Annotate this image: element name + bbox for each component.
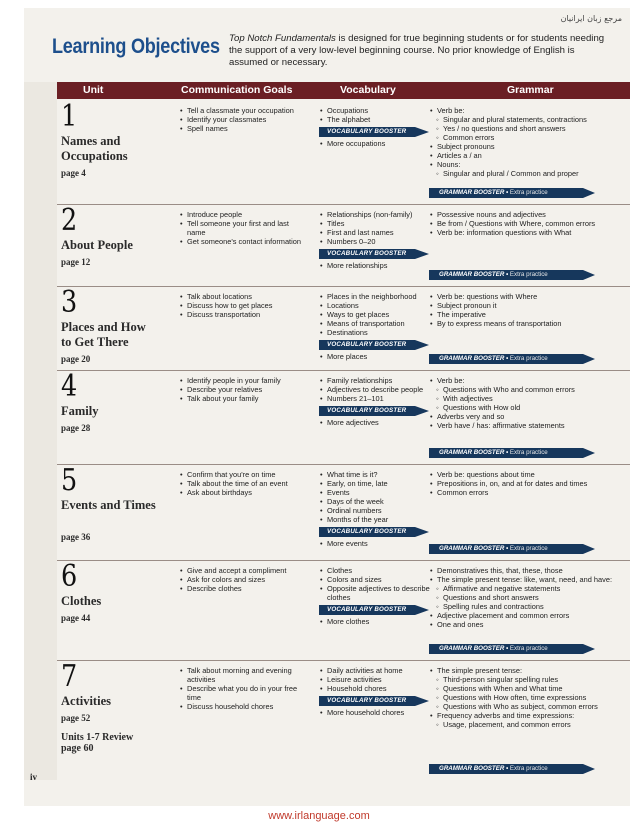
unit-row-1 xyxy=(57,100,630,205)
vocabulary xyxy=(319,470,437,548)
grammar xyxy=(429,666,625,729)
communication-goals xyxy=(179,210,307,246)
booster-list xyxy=(319,418,437,427)
grammar-list xyxy=(429,666,625,729)
unit-name: Events and Times xyxy=(61,498,156,512)
vocab-item: • Means of transportation xyxy=(319,319,437,328)
goal-item: • Identify your classmates xyxy=(179,115,307,124)
vocab-item: • What time is it? xyxy=(319,470,437,479)
grammar-item: • Verb be: xyxy=(429,106,625,115)
unit-number: 4 xyxy=(61,369,78,404)
booster-list xyxy=(319,617,437,626)
goal-list xyxy=(179,470,307,497)
booster-item: • More relationships xyxy=(319,261,437,270)
bullet-sep: • xyxy=(504,189,510,196)
goal-list xyxy=(179,292,307,319)
unit-name: Clothes xyxy=(61,594,102,608)
vocab-item: • Ordinal numbers xyxy=(319,506,437,515)
grammar-list xyxy=(429,292,625,328)
col-unit: Unit xyxy=(83,84,104,96)
vocab-list xyxy=(319,376,437,403)
unit-page: page 44 xyxy=(61,613,91,623)
vocabulary xyxy=(319,210,437,270)
table-header xyxy=(57,82,630,99)
col-goals: Communication Goals xyxy=(181,84,293,96)
extra-practice-label: Extra practice xyxy=(509,449,548,456)
grammar-item: ◦ Common errors xyxy=(429,133,625,142)
vocab-item: • Numbers 0–20 xyxy=(319,237,437,246)
intro-text xyxy=(229,33,609,69)
grammar xyxy=(429,210,625,237)
unit-page: page 36 xyxy=(61,532,91,542)
goal-item: • Describe your relatives xyxy=(179,385,307,394)
booster-item: • More adjectives xyxy=(319,418,437,427)
booster-list xyxy=(319,139,437,148)
grammar-item: • Common errors xyxy=(429,488,625,497)
unit-row-3 xyxy=(57,286,630,371)
grammar-item: • Nouns: xyxy=(429,160,625,169)
grammar-item: • The imperative xyxy=(429,310,625,319)
extra-practice-label: Extra practice xyxy=(509,545,548,552)
goal-item: • Confirm that you're on time xyxy=(179,470,307,479)
grammar-item: • Adverbs very and so xyxy=(429,412,625,421)
goal-item: • Discuss transportation xyxy=(179,310,307,319)
grammar-item: • Articles a / an xyxy=(429,151,625,160)
grammar-booster-label: GRAMMAR BOOSTER xyxy=(439,271,505,278)
communication-goals xyxy=(179,470,307,497)
grammar-item: ◦ Questions with Who and common errors xyxy=(429,385,625,394)
unit-number: 7 xyxy=(61,659,78,694)
extra-practice-label: Extra practice xyxy=(509,271,548,278)
vocabulary-booster-bar: VOCABULARY BOOSTER xyxy=(319,249,415,259)
intro-rest: is designed for true beginning students or for students needing the support of a very low-level beginning course. No prior knowledge of English is assumed or necessary. xyxy=(229,33,605,68)
goal-item: • Identify people in your family xyxy=(179,376,307,385)
grammar-booster-label: GRAMMAR BOOSTER xyxy=(439,189,505,196)
vocab-item: • Daily activities at home xyxy=(319,666,437,675)
grammar-booster-bar xyxy=(429,188,583,198)
goal-item: • Talk about morning and evening activities xyxy=(179,666,307,684)
goal-item: • Talk about your family xyxy=(179,394,307,403)
grammar-item: • Be from / Questions with Where, common errors xyxy=(429,219,625,228)
goal-list xyxy=(179,566,307,593)
unit-number: 5 xyxy=(61,463,78,498)
vocab-item: • Opposite adjectives to describe clothes xyxy=(319,584,437,602)
grammar-item: ◦ Spelling rules and contractions xyxy=(429,602,625,611)
vocab-item: • Places in the neighborhood xyxy=(319,292,437,301)
grammar-list xyxy=(429,210,625,237)
grammar-item: ◦ Yes / no questions and short answers xyxy=(429,124,625,133)
unit-row-4 xyxy=(57,370,630,465)
goal-item: • Get someone's contact information xyxy=(179,237,307,246)
grammar-item: ◦ With adjectives xyxy=(429,394,625,403)
vocab-item: • Colors and sizes xyxy=(319,575,437,584)
booster-item: • More events xyxy=(319,539,437,548)
grammar-booster-bar xyxy=(429,544,583,554)
goal-item: • Ask for colors and sizes xyxy=(179,575,307,584)
vocab-item: • Events xyxy=(319,488,437,497)
grammar-item: ◦ Singular and plural statements, contractions xyxy=(429,115,625,124)
grammar-item: ◦ Singular and plural / Common and proper xyxy=(429,169,625,178)
vocabulary-booster-bar: VOCABULARY BOOSTER xyxy=(319,696,415,706)
grammar-item: • Frequency adverbs and time expressions: xyxy=(429,711,625,720)
review-block xyxy=(61,732,133,754)
bullet-sep: • xyxy=(504,545,510,552)
vocabulary xyxy=(319,376,437,427)
grammar-booster-label: GRAMMAR BOOSTER xyxy=(439,449,505,456)
grammar-item: • Verb be: questions about time xyxy=(429,470,625,479)
goal-item: • Tell someone your first and last name xyxy=(179,219,307,237)
vocabulary xyxy=(319,566,437,626)
grammar-item: • Verb be: xyxy=(429,376,625,385)
unit-number: 3 xyxy=(61,285,78,320)
header-note: مرجع زبان ایرانیان xyxy=(560,14,622,23)
grammar-item: ◦ Questions with When and What time xyxy=(429,684,625,693)
grammar-item: ◦ Questions with How old xyxy=(429,403,625,412)
communication-goals xyxy=(179,292,307,319)
grammar-item: ◦ Usage, placement, and common errors xyxy=(429,720,625,729)
vocabulary-booster-bar: VOCABULARY BOOSTER xyxy=(319,127,415,137)
goal-item: • Give and accept a compliment xyxy=(179,566,307,575)
unit-name: Names and Occupations xyxy=(61,134,128,163)
unit-number: 2 xyxy=(61,203,78,238)
grammar-item: • The simple present tense: like, want, need, and have: xyxy=(429,575,625,584)
communication-goals xyxy=(179,566,307,593)
vocab-list xyxy=(319,210,437,246)
grammar-item: • Prepositions in, on, and at for dates and times xyxy=(429,479,625,488)
goal-list xyxy=(179,376,307,403)
goal-list xyxy=(179,666,307,711)
vocab-item: • Destinations xyxy=(319,328,437,337)
unit-page: page 12 xyxy=(61,257,91,267)
vocabulary-booster-bar: VOCABULARY BOOSTER xyxy=(319,527,415,537)
grammar-list xyxy=(429,376,625,430)
vocab-item: • Family relationships xyxy=(319,376,437,385)
unit-number: 1 xyxy=(61,99,78,134)
goal-list xyxy=(179,106,307,133)
unit-page: page 20 xyxy=(61,354,91,364)
grammar-booster-label: GRAMMAR BOOSTER xyxy=(439,645,505,652)
grammar xyxy=(429,566,625,629)
col-vocab: Vocabulary xyxy=(340,84,396,96)
grammar-booster-label: GRAMMAR BOOSTER xyxy=(439,355,505,362)
grammar-item: • Verb be: questions with Where xyxy=(429,292,625,301)
grammar xyxy=(429,470,625,497)
left-margin xyxy=(24,82,57,780)
goal-item: • Tell a classmate your occupation xyxy=(179,106,307,115)
vocab-list xyxy=(319,292,437,337)
unit-name: Family xyxy=(61,404,99,418)
goal-item: • Talk about locations xyxy=(179,292,307,301)
grammar-item: • By to express means of transportation xyxy=(429,319,625,328)
extra-practice-label: Extra practice xyxy=(509,645,548,652)
vocab-item: • Relationships (non-family) xyxy=(319,210,437,219)
watermark-url: www.irlanguage.com xyxy=(268,810,370,822)
vocab-item: • Titles xyxy=(319,219,437,228)
col-grammar: Grammar xyxy=(507,84,554,96)
grammar-booster-bar xyxy=(429,644,583,654)
grammar xyxy=(429,106,625,178)
bullet-sep: • xyxy=(504,645,510,652)
vocab-item: • Months of the year xyxy=(319,515,437,524)
bullet-sep: • xyxy=(504,271,510,278)
booster-item: • More household chores xyxy=(319,708,437,717)
vocab-item: • Ways to get places xyxy=(319,310,437,319)
vocab-item: • Numbers 21–101 xyxy=(319,394,437,403)
extra-practice-label: Extra practice xyxy=(509,355,548,362)
grammar-booster-bar xyxy=(429,448,583,458)
bullet-sep: • xyxy=(504,355,510,362)
unit-row-6 xyxy=(57,560,630,661)
booster-list xyxy=(319,261,437,270)
grammar-list xyxy=(429,470,625,497)
vocab-item: • Days of the week xyxy=(319,497,437,506)
vocab-item: • Leisure activities xyxy=(319,675,437,684)
booster-list xyxy=(319,708,437,717)
extra-practice-label: Extra practice xyxy=(509,189,548,196)
booster-list xyxy=(319,352,437,361)
unit-number: 6 xyxy=(61,559,78,594)
goal-item: • Describe what you do in your free time xyxy=(179,684,307,702)
grammar-booster-label: GRAMMAR BOOSTER xyxy=(439,545,505,552)
unit-name: About People xyxy=(61,238,133,252)
grammar-item: • One and ones xyxy=(429,620,625,629)
vocabulary-booster-bar: VOCABULARY BOOSTER xyxy=(319,340,415,350)
booster-item: • More places xyxy=(319,352,437,361)
grammar-item: ◦ Affirmative and negative statements xyxy=(429,584,625,593)
vocab-list xyxy=(319,470,437,524)
goal-item: • Ask about birthdays xyxy=(179,488,307,497)
vocab-item: • Adjectives to describe people xyxy=(319,385,437,394)
grammar-list xyxy=(429,106,625,178)
extra-practice-label: Extra practice xyxy=(509,765,548,772)
grammar-item: • Possessive nouns and adjectives xyxy=(429,210,625,219)
goal-item: • Discuss household chores xyxy=(179,702,307,711)
grammar-booster-bar xyxy=(429,764,583,774)
communication-goals xyxy=(179,666,307,711)
goal-item: • Introduce people xyxy=(179,210,307,219)
grammar-item: • Demonstratives this, that, these, those xyxy=(429,566,625,575)
grammar-item: • Verb have / has: affirmative statements xyxy=(429,421,625,430)
review-page: page 60 xyxy=(61,743,94,754)
grammar-booster-bar xyxy=(429,270,583,280)
bullet-sep: • xyxy=(504,765,510,772)
goal-item: • Discuss how to get places xyxy=(179,301,307,310)
vocabulary-booster-bar: VOCABULARY BOOSTER xyxy=(319,605,415,615)
goal-item: • Describe clothes xyxy=(179,584,307,593)
unit-name: Places and How to Get There xyxy=(61,320,146,349)
vocab-list xyxy=(319,106,437,124)
vocab-item: • Household chores xyxy=(319,684,437,693)
unit-page: page 28 xyxy=(61,423,91,433)
grammar-item: • The simple present tense: xyxy=(429,666,625,675)
booster-list xyxy=(319,539,437,548)
page-title: Learning Objectives xyxy=(52,35,220,58)
page-panel xyxy=(24,8,630,806)
vocab-item: • Locations xyxy=(319,301,437,310)
grammar-item: • Subject pronouns xyxy=(429,142,625,151)
vocab-item: • Clothes xyxy=(319,566,437,575)
booster-item: • More clothes xyxy=(319,617,437,626)
vocab-item: • Occupations xyxy=(319,106,437,115)
grammar-item: • Adjective placement and common errors xyxy=(429,611,625,620)
grammar-booster-bar xyxy=(429,354,583,364)
unit-row-7 xyxy=(57,660,630,780)
vocab-list xyxy=(319,666,437,693)
unit-name: Activities xyxy=(61,694,111,708)
goal-item: • Talk about the time of an event xyxy=(179,479,307,488)
unit-row-5 xyxy=(57,464,630,561)
vocab-list xyxy=(319,566,437,602)
vocabulary xyxy=(319,666,437,717)
unit-page: page 4 xyxy=(61,168,86,178)
folio: iv xyxy=(30,772,38,782)
goal-item: • Spell names xyxy=(179,124,307,133)
bullet-sep: • xyxy=(504,449,510,456)
grammar-list xyxy=(429,566,625,629)
review-label: Units 1-7 Review xyxy=(61,732,134,743)
unit-page: page 52 xyxy=(61,713,91,723)
unit-row-2 xyxy=(57,204,630,287)
grammar-item: ◦ Questions with Who as subject, common errors xyxy=(429,702,625,711)
grammar-item: ◦ Questions and short answers xyxy=(429,593,625,602)
communication-goals xyxy=(179,376,307,403)
grammar-item: ◦ Questions with How often, time expressions xyxy=(429,693,625,702)
communication-goals xyxy=(179,106,307,133)
vocab-item: • First and last names xyxy=(319,228,437,237)
vocab-item: • The alphabet xyxy=(319,115,437,124)
vocabulary xyxy=(319,292,437,361)
grammar xyxy=(429,292,625,328)
vocabulary xyxy=(319,106,437,148)
grammar-item: ◦ Third-person singular spelling rules xyxy=(429,675,625,684)
vocab-item: • Early, on time, late xyxy=(319,479,437,488)
grammar-item: • Verb be: information questions with What xyxy=(429,228,625,237)
booster-item: • More occupations xyxy=(319,139,437,148)
goal-list xyxy=(179,210,307,246)
grammar xyxy=(429,376,625,430)
intro-italic: Top Notch Fundamentals xyxy=(229,33,336,44)
grammar-booster-label: GRAMMAR BOOSTER xyxy=(439,765,505,772)
vocabulary-booster-bar: VOCABULARY BOOSTER xyxy=(319,406,415,416)
grammar-item: • Subject pronoun it xyxy=(429,301,625,310)
